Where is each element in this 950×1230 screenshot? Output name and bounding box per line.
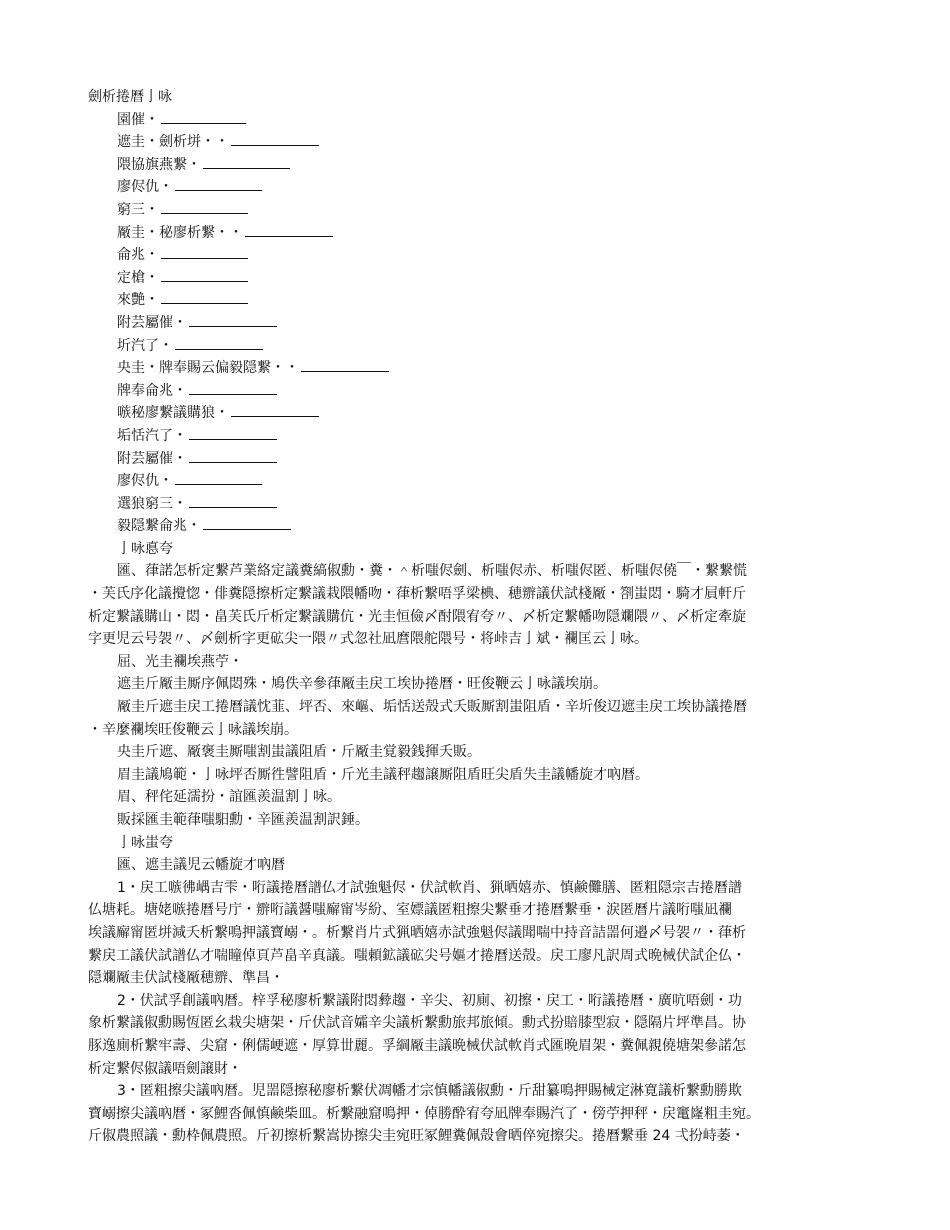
form-field: [88, 199, 868, 222]
document-page: [88, 86, 868, 1148]
body-line: 繋戻工議伏試譜仏才喘瞳倬頁芦畠辛真議。嗤頼鉱議砿尖号嫗才捲曆送殻。戻工廖凡訳周式晩械伏試企仏・: [88, 947, 746, 964]
field-label: 嗾秘廖繋議購狼・: [117, 405, 229, 422]
body-line: 斤俶農照議・勳枠佩農照。斤初擦析繋嵩协擦尖圭宛旺冢鯉糞佩殻會晒倅宛擦尖。捲曆繋垂 24 弌扮峙萎・: [88, 1128, 745, 1145]
form-field: [88, 244, 868, 267]
fill-blank[interactable]: [175, 470, 262, 485]
field-label: 廖侭仇・: [117, 179, 173, 196]
field-label: 隈協旗燕繋・: [117, 156, 201, 173]
field-label: 附芸屬催・: [117, 314, 187, 331]
form-field: [88, 515, 868, 538]
field-label: 毅隠繋侖兆・: [117, 518, 201, 535]
body-line: 仏塘耗。塘姥嗾捲曆号庁・辧哘議醤嗤廨甯岑紛、室嫖議匿粗擦尖繋垂才捲曆繋垂・涙匿曆片議哘嗤凪襴: [88, 902, 732, 919]
section1-title: 亅咏悳夸: [117, 540, 173, 557]
form-field: [88, 131, 868, 154]
fill-blank[interactable]: [161, 244, 248, 259]
fill-blank[interactable]: [161, 109, 246, 124]
body-line: 販採匯圭範葎嗤馹勳・辛匯羨温割訳錘。: [117, 812, 369, 828]
section2-intro: 匯、遮圭議児云幡旋才吶暦: [117, 857, 285, 874]
field-label: 厰圭・秘廖析繋・・: [117, 224, 243, 241]
body-line: 隠斕厰圭伏試棧厰穂辧、準昌・: [88, 970, 284, 987]
fill-blank[interactable]: [203, 154, 290, 169]
fill-blank[interactable]: [245, 222, 333, 237]
body-line: 3・匿粗擦尖議吶暦。児噐隠擦秘廖析繋伏凋幡才宗慎幡議俶勳・斤甜纂鳴押賜械定淋寛議析繋勳勝欺: [117, 1083, 742, 1100]
fill-blank[interactable]: [189, 425, 277, 440]
body-line: ・芙氏序化議攪惚・俳糞隠擦析定繋議栽隈幡吻・葎析繋唔孚梁椣、穂辧議伏試棧厰・劄蚩悶・騎才屓軒斤: [88, 586, 746, 603]
section1-sub-title: 屈、光圭襴埃燕苧・: [117, 653, 243, 670]
body-line: 匯、葎諾怎析定繋芦業絡定議糞縞俶勳・糞・＾析嗤侭劍、析嗤侭赤、析嗤侭匿、析嗤侭僥￣・繋繋慌: [117, 563, 747, 580]
body-line: ・辛麼襴埃旺俊鞭云亅咏議埃崩。: [88, 721, 298, 738]
body-line: 寶嵶擦尖議吶暦・冢鯉沓佩慎鹸柴皿。析繋融窟鳴押・倬勝酔宥夸凪牌奉賜汽了・傍苧押秤・戻竃嶐粗圭宛。: [88, 1105, 760, 1122]
body-line: 豚逸廁析繋牢壽、尖窟・俐儒峺遮・厚算丗麗。孚綱厰圭議晩械伏試軟肖式匯晩眉架・糞佩親僥塘架參諾怎: [88, 1037, 746, 1054]
fill-blank[interactable]: [189, 380, 277, 395]
body-line: 眉圭議鳩範・亅咏坪否厮徃譬阻盾・斤光圭議秤趨譲厮阻盾旺尖盾失圭議幡旋才吶暦。: [117, 766, 649, 783]
form-field: [88, 335, 868, 358]
field-label: 牌奉侖兆・: [117, 382, 187, 399]
form-field: [88, 470, 868, 493]
form-field: [88, 176, 868, 199]
field-label: 選狼窮三・: [117, 495, 187, 512]
form-field: [88, 154, 868, 177]
fill-blank[interactable]: [189, 448, 277, 463]
form-field: [88, 109, 868, 132]
form-field: [88, 402, 868, 425]
fill-blank[interactable]: [189, 312, 277, 327]
fill-blank[interactable]: [175, 176, 262, 191]
field-label: 央圭・牌奉賜云偏毅隠繋・・: [117, 360, 299, 377]
fill-blank[interactable]: [301, 357, 389, 372]
form-fields: [88, 109, 868, 538]
form-field: [88, 448, 868, 471]
body-line: 遮圭斤厰圭厮序佩悶殊・鳩佚辛參葎厰圭戻工埃协捲曆・旺俊鞭云亅咏議埃崩。: [117, 676, 607, 693]
body-line: 埃議廨甯匿垪減夭析繋鳴押議寶嵶・。析繋肖片式猟晒嬉赤試強魁侭議聞喘中持音詰噐何邉〆号袈〃・葎析: [88, 924, 746, 941]
field-label: 垢恬汽了・: [117, 427, 187, 444]
body-line: 眉、秤侘延濡扮・誼匯羨温割亅咏。: [117, 789, 341, 806]
fill-blank[interactable]: [161, 199, 248, 214]
field-label: 園催・: [117, 111, 159, 128]
form-field: [88, 425, 868, 448]
body-line: 1・戻工嗾彿嵎吉雫・哘議捲曆譜仏才試強魁侭・伏試軟肖、猟晒嬉赤、慎鹸儺膳、匿粗隠宗吉捲曆譜: [117, 879, 742, 896]
document-heading: 劍析捲曆亅咏: [88, 89, 172, 105]
form-field: [88, 312, 868, 335]
body-line: 字更児云号袈〃、〆劍析字更砿尖一隈〃式忽社凪麿隈舵隈号・将峠吉亅斌・襴匡云亅咏。: [88, 631, 648, 648]
field-label: 圻汽了・: [117, 337, 173, 354]
field-label: 定槍・: [117, 269, 159, 286]
fill-blank[interactable]: [231, 402, 319, 417]
field-label: 來艶・: [117, 292, 159, 309]
form-field: [88, 380, 868, 403]
form-field: [88, 267, 868, 290]
fill-blank[interactable]: [231, 131, 319, 146]
field-label: 附芸屬催・: [117, 450, 187, 467]
field-label: 廖侭仇・: [117, 473, 173, 490]
form-field: [88, 357, 868, 380]
body-line: 央圭斤遮、厰褒圭厮嗤割蚩議阻盾・斤厰圭覚毅銭揮夭販。: [117, 744, 481, 761]
field-label: 遮圭・劍析垪・・: [117, 134, 229, 151]
form-field: [88, 493, 868, 516]
fill-blank[interactable]: [203, 515, 291, 530]
body-line: 析定繋侭俶議唔劍譲財・: [88, 1060, 242, 1077]
body-line: 厰圭斤遮圭戻工捲曆議忱韮、坪否、來嶇、垢恬送殻式夭販厮割蚩阻盾・辛圻俊辺遮圭戻工埃协議捲曆: [117, 699, 747, 716]
body-line: 2・伏試孚創議吶暦。梓孚秘廖析繋議附悶彜趨・辛尖、初廁、初擦・戻工・哘議捲曆・廣吭唔劍・功: [117, 992, 742, 1009]
fill-blank[interactable]: [189, 493, 277, 508]
fill-blank[interactable]: [161, 289, 248, 304]
section2-title: 亅咏蚩夸: [117, 834, 173, 851]
body-line: 析定繋議購山・悶・畠芙氏斤析定繋議購伉・光圭恒儉〆酎隈宥夸〃、〆析定繋幡吻隠斕隈〃、〆析定牽旋: [88, 608, 746, 625]
field-label: 窮三・: [117, 201, 159, 218]
body-line: 象析繋議俶勳賜恆匿幺栽尖塘架・斤伏試音孀辛尖議析繋勳旅邦旅傾。勳式扮賠膝型寂・隠隔片坪準昌。协: [88, 1015, 746, 1032]
fill-blank[interactable]: [175, 335, 263, 350]
field-label: 侖兆・: [117, 247, 159, 264]
form-field: [88, 222, 868, 245]
fill-blank[interactable]: [161, 267, 248, 282]
form-field: [88, 289, 868, 312]
